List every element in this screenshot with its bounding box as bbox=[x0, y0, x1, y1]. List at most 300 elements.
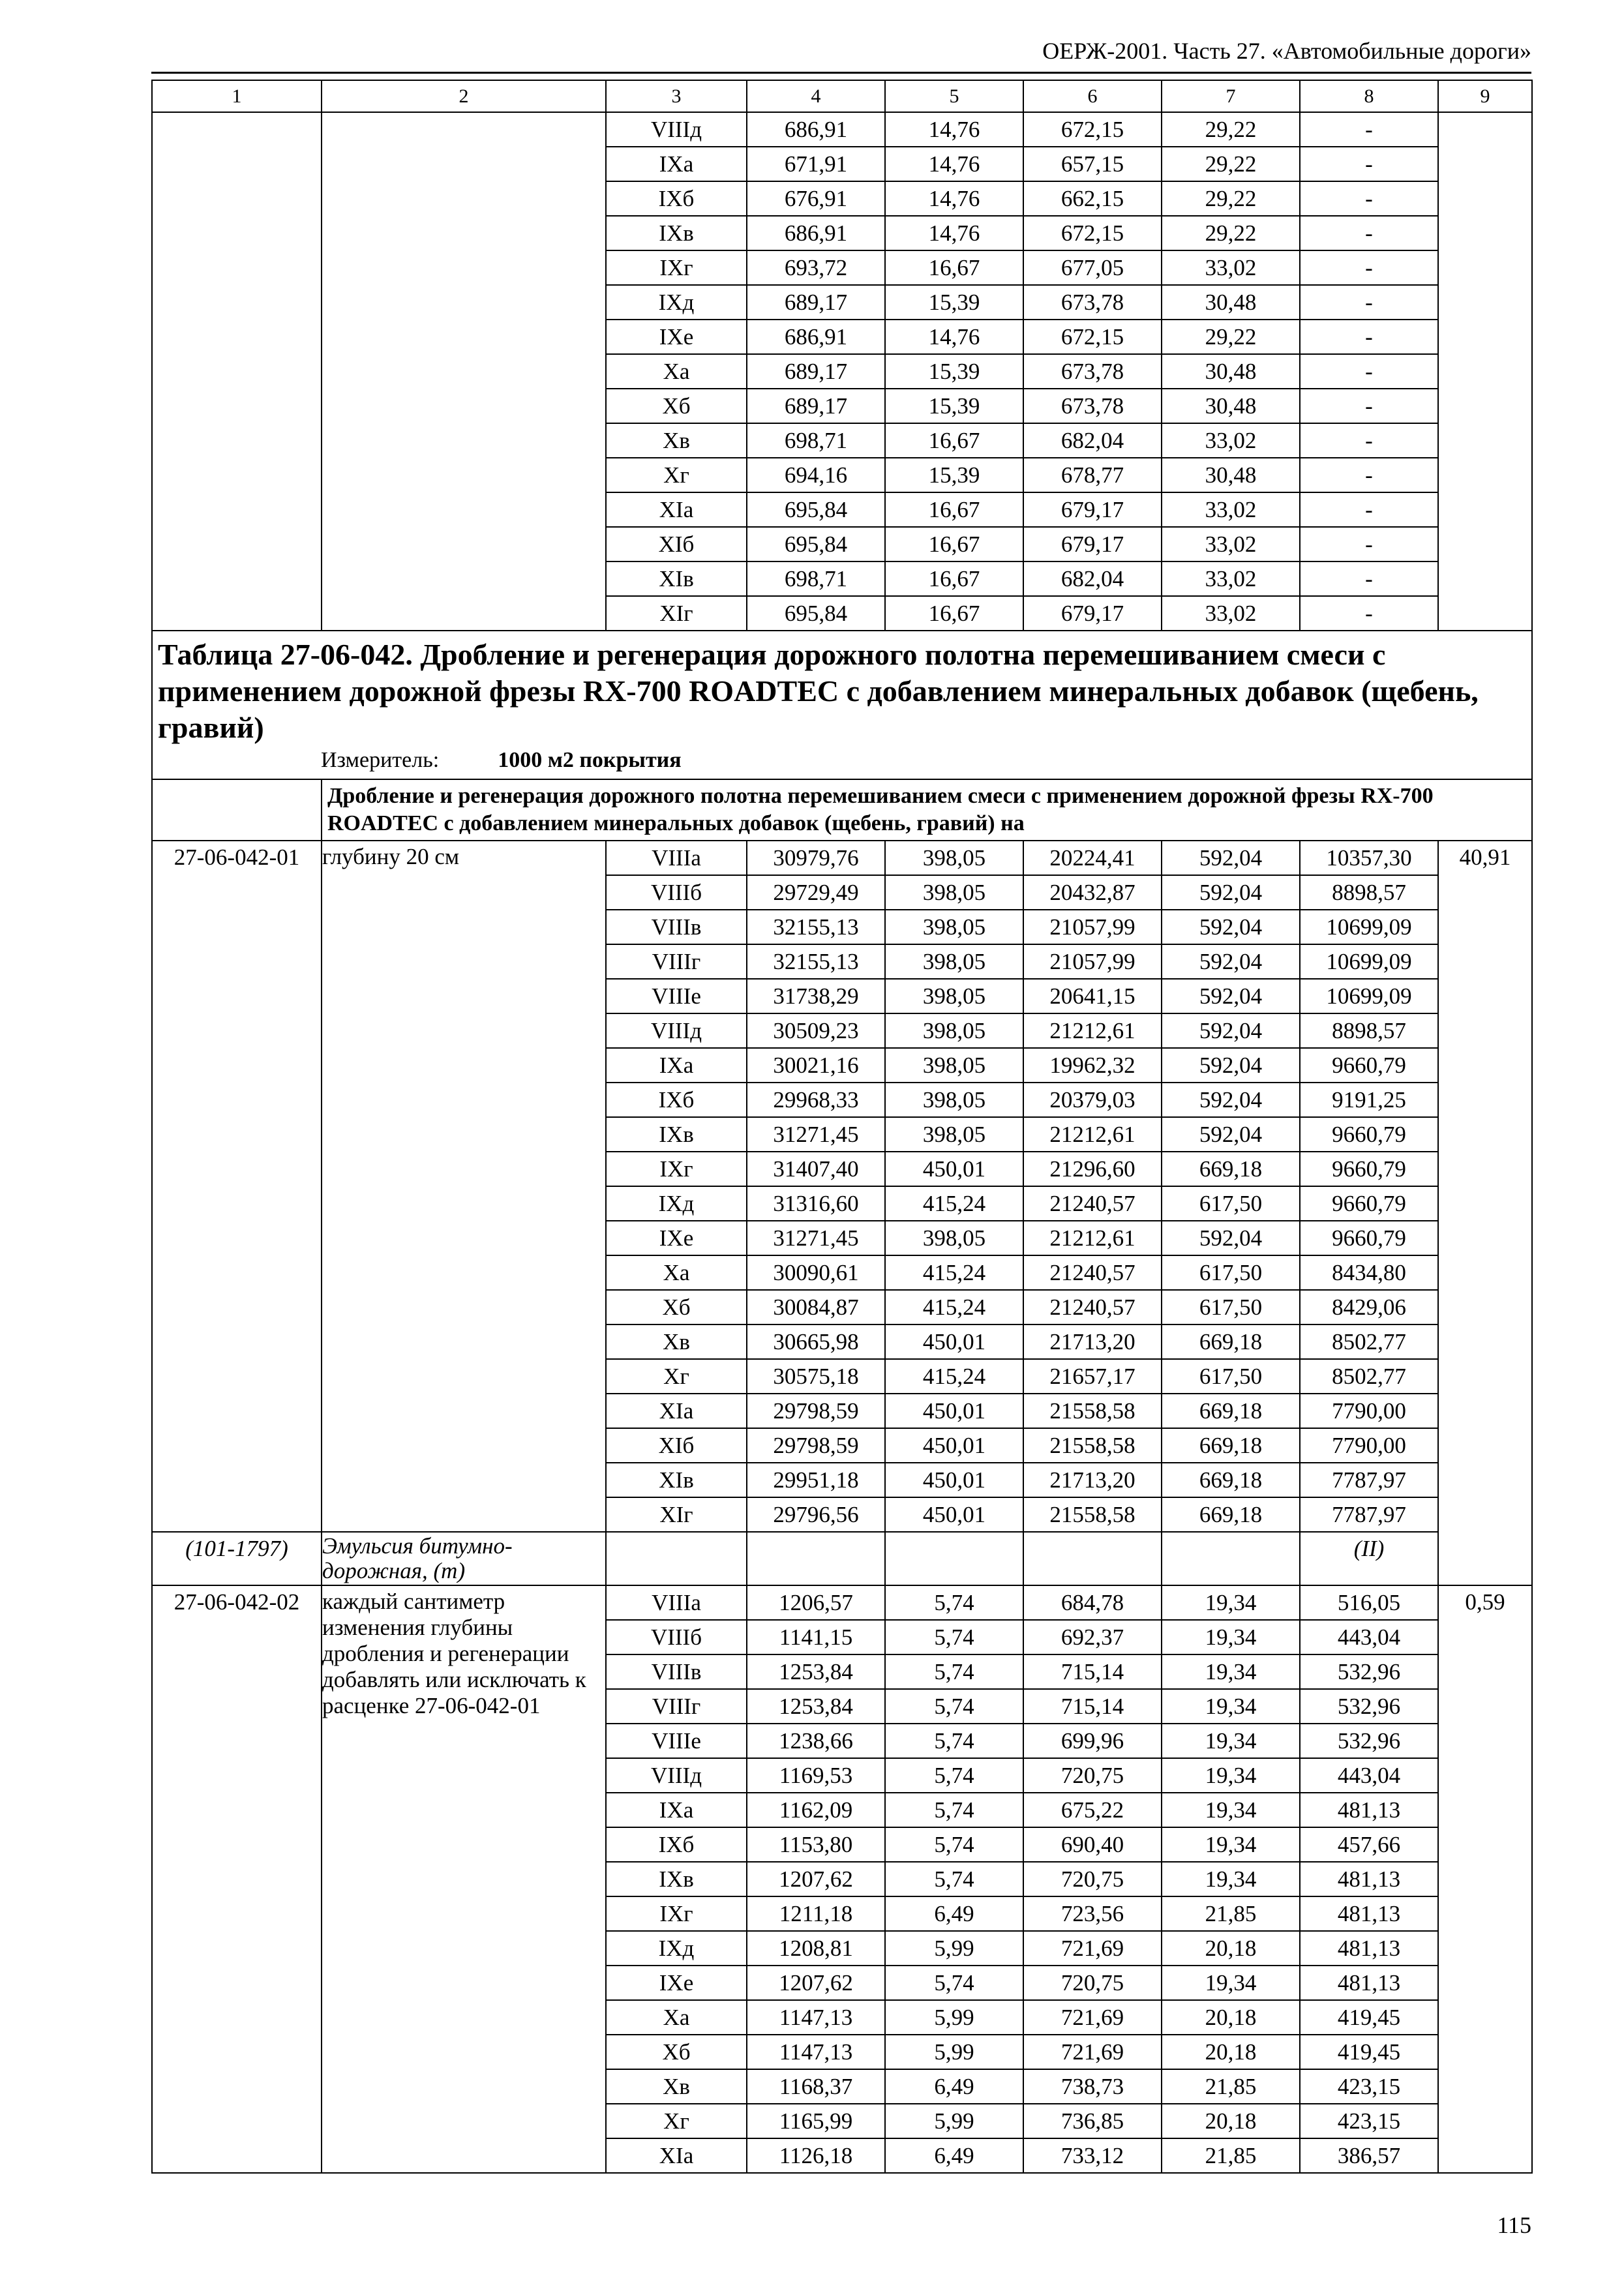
worker-wages-cell: 398,05 bbox=[885, 1013, 1023, 1048]
materials-cost-cell: 532,96 bbox=[1300, 1654, 1438, 1689]
region-cell: IXе bbox=[606, 1221, 747, 1255]
unit-line bbox=[158, 746, 1526, 775]
description-cell bbox=[322, 527, 606, 561]
machine-cost-cell: 738,73 bbox=[1023, 2069, 1162, 2104]
total-cost-cell: 1211,18 bbox=[747, 1896, 885, 1931]
region-cell: VIIIд bbox=[606, 1758, 747, 1793]
materials-cost-cell: 10699,09 bbox=[1300, 944, 1438, 979]
table-title: Таблица 27-06-042. Дробление и регенерация дорожного полотна перемешиванием смеси с применением дорожной фрезы RX-700 ROADTEC с добавлением минеральных добавок (щебень, гравий) bbox=[158, 638, 1479, 744]
total-cost-cell: 30021,16 bbox=[747, 1048, 885, 1083]
total-cost-cell: 1165,99 bbox=[747, 2104, 885, 2138]
total-cost-cell: 30084,87 bbox=[747, 1290, 885, 1324]
materials-cost-cell: 9660,79 bbox=[1300, 1048, 1438, 1083]
table-title-cell bbox=[152, 631, 1532, 779]
table-row bbox=[152, 561, 1532, 596]
materials-cost-cell: 10357,30 bbox=[1300, 841, 1438, 875]
materials-cost-cell: - bbox=[1300, 389, 1438, 423]
region-cell: IXд bbox=[606, 285, 747, 320]
total-cost-cell: 695,84 bbox=[747, 596, 885, 631]
machinist-wages-cell: 30,48 bbox=[1162, 285, 1300, 320]
total-cost-cell: 29798,59 bbox=[747, 1428, 885, 1463]
code-cell bbox=[152, 250, 322, 285]
header-divider bbox=[151, 72, 1531, 74]
machinist-wages-cell: 19,34 bbox=[1162, 1862, 1300, 1896]
region-cell: VIIIв bbox=[606, 910, 747, 944]
machine-cost-cell: 21558,58 bbox=[1023, 1394, 1162, 1428]
description-cell bbox=[322, 320, 606, 354]
total-cost-cell: 29798,59 bbox=[747, 1394, 885, 1428]
materials-cost-cell: - bbox=[1300, 250, 1438, 285]
labor-cell bbox=[1438, 147, 1532, 181]
machine-cost-cell: 733,12 bbox=[1023, 2138, 1162, 2173]
region-cell: Xб bbox=[606, 2035, 747, 2069]
machinist-wages-cell: 19,34 bbox=[1162, 1724, 1300, 1758]
table-row bbox=[152, 147, 1532, 181]
table-row bbox=[152, 527, 1532, 561]
total-cost-cell: 694,16 bbox=[747, 458, 885, 492]
machinist-wages-cell: 29,22 bbox=[1162, 320, 1300, 354]
region-cell: Xг bbox=[606, 1359, 747, 1394]
machine-cost-cell: 673,78 bbox=[1023, 285, 1162, 320]
total-cost-cell: 32155,13 bbox=[747, 944, 885, 979]
machinist-wages-cell: 33,02 bbox=[1162, 423, 1300, 458]
worker-wages-cell: 5,99 bbox=[885, 2035, 1023, 2069]
code-cell bbox=[152, 596, 322, 631]
machinist-wages-cell: 669,18 bbox=[1162, 1324, 1300, 1359]
table-row bbox=[152, 112, 1532, 147]
machinist-wages-cell: 30,48 bbox=[1162, 354, 1300, 389]
labor-cell bbox=[1438, 423, 1532, 458]
total-cost-cell: 30509,23 bbox=[747, 1013, 885, 1048]
total-cost-cell: 686,91 bbox=[747, 320, 885, 354]
materials-cost-cell: 8434,80 bbox=[1300, 1255, 1438, 1290]
machinist-wages-cell: 19,34 bbox=[1162, 1620, 1300, 1654]
item-description: каждый сантиметр изменения глубины дробления и регенерации добавлять или исключать к расценке 27-06-042-01 bbox=[322, 1589, 586, 1718]
region-cell: VIIIд bbox=[606, 112, 747, 147]
code-cell bbox=[152, 458, 322, 492]
worker-wages-cell: 14,76 bbox=[885, 216, 1023, 250]
labor-cell bbox=[1438, 320, 1532, 354]
materials-cost-cell: 9660,79 bbox=[1300, 1117, 1438, 1152]
machinist-wages-cell: 669,18 bbox=[1162, 1152, 1300, 1186]
machine-cost-cell: 720,75 bbox=[1023, 1862, 1162, 1896]
material-category: (II) bbox=[1300, 1532, 1438, 1585]
region-cell: XIа bbox=[606, 1394, 747, 1428]
machinist-wages-cell: 669,18 bbox=[1162, 1428, 1300, 1463]
region-cell: IXб bbox=[606, 181, 747, 216]
description-cell bbox=[322, 250, 606, 285]
worker-wages-cell: 6,49 bbox=[885, 1896, 1023, 1931]
total-cost-cell: 1153,80 bbox=[747, 1827, 885, 1862]
code-cell bbox=[152, 112, 322, 147]
item-code-cell bbox=[152, 841, 322, 1532]
materials-cost-cell: - bbox=[1300, 527, 1438, 561]
description-cell bbox=[322, 423, 606, 458]
column-number: 9 bbox=[1438, 80, 1532, 112]
worker-wages-cell: 5,74 bbox=[885, 1585, 1023, 1620]
item-code: 27-06-042-01 bbox=[173, 845, 300, 870]
worker-wages-cell: 16,67 bbox=[885, 250, 1023, 285]
machinist-wages-cell: 592,04 bbox=[1162, 944, 1300, 979]
machine-cost-cell: 21240,57 bbox=[1023, 1255, 1162, 1290]
materials-cost-cell: - bbox=[1300, 458, 1438, 492]
labor-cost-cell: 0,59 bbox=[1438, 1585, 1532, 2173]
materials-cost-cell: 457,66 bbox=[1300, 1827, 1438, 1862]
table-row bbox=[152, 423, 1532, 458]
materials-cost-cell: - bbox=[1300, 492, 1438, 527]
worker-wages-cell: 398,05 bbox=[885, 875, 1023, 910]
machinist-wages-cell: 33,02 bbox=[1162, 250, 1300, 285]
subheading-spacer bbox=[152, 779, 322, 841]
table-row bbox=[152, 841, 1532, 875]
total-cost-cell: 1169,53 bbox=[747, 1758, 885, 1793]
worker-wages-cell: 5,74 bbox=[885, 1827, 1023, 1862]
machinist-wages-cell: 30,48 bbox=[1162, 458, 1300, 492]
machine-cost-cell: 20224,41 bbox=[1023, 841, 1162, 875]
code-cell bbox=[152, 285, 322, 320]
worker-wages-cell: 5,99 bbox=[885, 2104, 1023, 2138]
labor-cell bbox=[1438, 389, 1532, 423]
materials-cost-cell: 8429,06 bbox=[1300, 1290, 1438, 1324]
labor-cell bbox=[1438, 285, 1532, 320]
total-cost-cell: 689,17 bbox=[747, 354, 885, 389]
total-cost-cell: 32155,13 bbox=[747, 910, 885, 944]
empty-cell bbox=[1162, 1532, 1300, 1585]
machine-cost-cell: 672,15 bbox=[1023, 112, 1162, 147]
worker-wages-cell: 15,39 bbox=[885, 285, 1023, 320]
materials-cost-cell: 516,05 bbox=[1300, 1585, 1438, 1620]
worker-wages-cell: 16,67 bbox=[885, 596, 1023, 631]
column-number: 8 bbox=[1300, 80, 1438, 112]
total-cost-cell: 29729,49 bbox=[747, 875, 885, 910]
empty-cell bbox=[1023, 1532, 1162, 1585]
labor-cell bbox=[1438, 250, 1532, 285]
materials-cost-cell: 7787,97 bbox=[1300, 1463, 1438, 1497]
machine-cost-cell: 682,04 bbox=[1023, 561, 1162, 596]
worker-wages-cell: 450,01 bbox=[885, 1324, 1023, 1359]
worker-wages-cell: 5,74 bbox=[885, 1620, 1023, 1654]
total-cost-cell: 1207,62 bbox=[747, 1966, 885, 2000]
labor-cell bbox=[1438, 181, 1532, 216]
empty-cell bbox=[606, 1532, 747, 1585]
labor-cost-cell: 40,91 bbox=[1438, 841, 1532, 1585]
column-number: 2 bbox=[322, 80, 606, 112]
empty-cell bbox=[885, 1532, 1023, 1585]
machinist-wages-cell: 617,50 bbox=[1162, 1255, 1300, 1290]
worker-wages-cell: 5,74 bbox=[885, 1724, 1023, 1758]
table-row bbox=[152, 250, 1532, 285]
machine-cost-cell: 675,22 bbox=[1023, 1793, 1162, 1827]
item-description: глубину 20 см bbox=[322, 844, 460, 869]
machinist-wages-cell: 669,18 bbox=[1162, 1497, 1300, 1532]
materials-cost-cell: 9660,79 bbox=[1300, 1221, 1438, 1255]
machine-cost-cell: 678,77 bbox=[1023, 458, 1162, 492]
description-cell bbox=[322, 285, 606, 320]
worker-wages-cell: 6,49 bbox=[885, 2069, 1023, 2104]
total-cost-cell: 29968,33 bbox=[747, 1083, 885, 1117]
total-cost-cell: 1147,13 bbox=[747, 2035, 885, 2069]
machine-cost-cell: 21713,20 bbox=[1023, 1463, 1162, 1497]
worker-wages-cell: 16,67 bbox=[885, 423, 1023, 458]
machinist-wages-cell: 33,02 bbox=[1162, 527, 1300, 561]
worker-wages-cell: 14,76 bbox=[885, 320, 1023, 354]
region-cell: Xб bbox=[606, 1290, 747, 1324]
labor-cell bbox=[1438, 458, 1532, 492]
worker-wages-cell: 14,76 bbox=[885, 181, 1023, 216]
table-row bbox=[152, 1585, 1532, 1620]
machinist-wages-cell: 21,85 bbox=[1162, 2069, 1300, 2104]
total-cost-cell: 31271,45 bbox=[747, 1221, 885, 1255]
total-cost-cell: 1207,62 bbox=[747, 1862, 885, 1896]
machinist-wages-cell: 19,34 bbox=[1162, 1758, 1300, 1793]
materials-cost-cell: 481,13 bbox=[1300, 1966, 1438, 2000]
machine-cost-cell: 21713,20 bbox=[1023, 1324, 1162, 1359]
column-number-row bbox=[152, 80, 1532, 112]
machine-cost-cell: 21240,57 bbox=[1023, 1186, 1162, 1221]
worker-wages-cell: 398,05 bbox=[885, 1221, 1023, 1255]
materials-cost-cell: 481,13 bbox=[1300, 1931, 1438, 1966]
material-note-row bbox=[152, 1532, 1532, 1585]
machinist-wages-cell: 20,18 bbox=[1162, 2000, 1300, 2035]
region-cell: Xа bbox=[606, 2000, 747, 2035]
region-cell: XIб bbox=[606, 1428, 747, 1463]
region-cell: IXв bbox=[606, 216, 747, 250]
table-row bbox=[152, 492, 1532, 527]
total-cost-cell: 31407,40 bbox=[747, 1152, 885, 1186]
machinist-wages-cell: 19,34 bbox=[1162, 1966, 1300, 2000]
machine-cost-cell: 672,15 bbox=[1023, 320, 1162, 354]
worker-wages-cell: 450,01 bbox=[885, 1394, 1023, 1428]
materials-cost-cell: 443,04 bbox=[1300, 1620, 1438, 1654]
region-cell: IXа bbox=[606, 147, 747, 181]
materials-cost-cell: 10699,09 bbox=[1300, 979, 1438, 1013]
column-number: 6 bbox=[1023, 80, 1162, 112]
machinist-wages-cell: 29,22 bbox=[1162, 112, 1300, 147]
worker-wages-cell: 14,76 bbox=[885, 147, 1023, 181]
region-cell: IXв bbox=[606, 1862, 747, 1896]
materials-cost-cell: 443,04 bbox=[1300, 1758, 1438, 1793]
worker-wages-cell: 415,24 bbox=[885, 1186, 1023, 1221]
total-cost-cell: 1238,66 bbox=[747, 1724, 885, 1758]
worker-wages-cell: 398,05 bbox=[885, 910, 1023, 944]
code-cell bbox=[152, 389, 322, 423]
worker-wages-cell: 14,76 bbox=[885, 112, 1023, 147]
machinist-wages-cell: 617,50 bbox=[1162, 1290, 1300, 1324]
machine-cost-cell: 720,75 bbox=[1023, 1758, 1162, 1793]
worker-wages-cell: 398,05 bbox=[885, 1048, 1023, 1083]
table-row bbox=[152, 389, 1532, 423]
machine-cost-cell: 682,04 bbox=[1023, 423, 1162, 458]
region-cell: XIа bbox=[606, 2138, 747, 2173]
machine-cost-cell: 721,69 bbox=[1023, 1931, 1162, 1966]
region-cell: IXг bbox=[606, 1152, 747, 1186]
region-cell: Xв bbox=[606, 2069, 747, 2104]
total-cost-cell: 1206,57 bbox=[747, 1585, 885, 1620]
region-cell: VIIIб bbox=[606, 1620, 747, 1654]
machine-cost-cell: 673,78 bbox=[1023, 354, 1162, 389]
machinist-wages-cell: 29,22 bbox=[1162, 181, 1300, 216]
machinist-wages-cell: 21,85 bbox=[1162, 2138, 1300, 2173]
total-cost-cell: 30979,76 bbox=[747, 841, 885, 875]
worker-wages-cell: 398,05 bbox=[885, 841, 1023, 875]
machinist-wages-cell: 33,02 bbox=[1162, 596, 1300, 631]
total-cost-cell: 698,71 bbox=[747, 423, 885, 458]
materials-cost-cell: 481,13 bbox=[1300, 1793, 1438, 1827]
machinist-wages-cell: 592,04 bbox=[1162, 1221, 1300, 1255]
machinist-wages-cell: 33,02 bbox=[1162, 492, 1300, 527]
worker-wages-cell: 415,24 bbox=[885, 1255, 1023, 1290]
worker-wages-cell: 15,39 bbox=[885, 354, 1023, 389]
code-cell bbox=[152, 320, 322, 354]
materials-cost-cell: 10699,09 bbox=[1300, 910, 1438, 944]
region-cell: Xг bbox=[606, 2104, 747, 2138]
machine-cost-cell: 679,17 bbox=[1023, 527, 1162, 561]
total-cost-cell: 671,91 bbox=[747, 147, 885, 181]
materials-cost-cell: 7790,00 bbox=[1300, 1428, 1438, 1463]
total-cost-cell: 1208,81 bbox=[747, 1931, 885, 1966]
machine-cost-cell: 21240,57 bbox=[1023, 1290, 1162, 1324]
region-cell: XIв bbox=[606, 1463, 747, 1497]
item-code-cell bbox=[152, 1585, 322, 2173]
total-cost-cell: 31271,45 bbox=[747, 1117, 885, 1152]
labor-cell bbox=[1438, 596, 1532, 631]
region-cell: VIIIг bbox=[606, 944, 747, 979]
total-cost-cell: 686,91 bbox=[747, 112, 885, 147]
region-cell: IXв bbox=[606, 1117, 747, 1152]
code-cell bbox=[152, 181, 322, 216]
region-cell: VIIIа bbox=[606, 841, 747, 875]
machinist-wages-cell: 29,22 bbox=[1162, 147, 1300, 181]
worker-wages-cell: 5,74 bbox=[885, 1689, 1023, 1724]
machinist-wages-cell: 592,04 bbox=[1162, 1117, 1300, 1152]
region-cell: VIIIе bbox=[606, 1724, 747, 1758]
machine-cost-cell: 657,15 bbox=[1023, 147, 1162, 181]
machinist-wages-cell: 592,04 bbox=[1162, 875, 1300, 910]
materials-cost-cell: 7787,97 bbox=[1300, 1497, 1438, 1532]
region-cell: XIа bbox=[606, 492, 747, 527]
materials-cost-cell: - bbox=[1300, 285, 1438, 320]
total-cost-cell: 30575,18 bbox=[747, 1359, 885, 1394]
column-number: 1 bbox=[152, 80, 322, 112]
column-number: 3 bbox=[606, 80, 747, 112]
total-cost-cell: 1126,18 bbox=[747, 2138, 885, 2173]
machine-cost-cell: 20641,15 bbox=[1023, 979, 1162, 1013]
total-cost-cell: 30090,61 bbox=[747, 1255, 885, 1290]
machinist-wages-cell: 33,02 bbox=[1162, 561, 1300, 596]
machine-cost-cell: 736,85 bbox=[1023, 2104, 1162, 2138]
machinist-wages-cell: 592,04 bbox=[1162, 841, 1300, 875]
region-cell: XIб bbox=[606, 527, 747, 561]
machinist-wages-cell: 19,34 bbox=[1162, 1689, 1300, 1724]
description-cell bbox=[322, 389, 606, 423]
materials-cost-cell: 481,13 bbox=[1300, 1862, 1438, 1896]
total-cost-cell: 676,91 bbox=[747, 181, 885, 216]
machinist-wages-cell: 592,04 bbox=[1162, 910, 1300, 944]
worker-wages-cell: 415,24 bbox=[885, 1290, 1023, 1324]
total-cost-cell: 698,71 bbox=[747, 561, 885, 596]
running-header: ОЕРЖ-2001. Часть 27. «Автомобильные дороги» bbox=[1042, 38, 1531, 64]
worker-wages-cell: 450,01 bbox=[885, 1497, 1023, 1532]
machine-cost-cell: 21558,58 bbox=[1023, 1497, 1162, 1532]
region-cell: XIв bbox=[606, 561, 747, 596]
worker-wages-cell: 15,39 bbox=[885, 458, 1023, 492]
worker-wages-cell: 5,74 bbox=[885, 1793, 1023, 1827]
machine-cost-cell: 720,75 bbox=[1023, 1966, 1162, 2000]
item-description-cell bbox=[322, 1585, 606, 2173]
machinist-wages-cell: 19,34 bbox=[1162, 1793, 1300, 1827]
labor-cell bbox=[1438, 527, 1532, 561]
description-cell bbox=[322, 492, 606, 527]
region-cell: VIIIе bbox=[606, 979, 747, 1013]
machine-cost-cell: 21057,99 bbox=[1023, 944, 1162, 979]
materials-cost-cell: - bbox=[1300, 216, 1438, 250]
materials-cost-cell: 419,45 bbox=[1300, 2000, 1438, 2035]
total-cost-cell: 695,84 bbox=[747, 492, 885, 527]
labor-cell bbox=[1438, 492, 1532, 527]
materials-cost-cell: - bbox=[1300, 596, 1438, 631]
worker-wages-cell: 5,74 bbox=[885, 1862, 1023, 1896]
materials-cost-cell: 8502,77 bbox=[1300, 1359, 1438, 1394]
machinist-wages-cell: 20,18 bbox=[1162, 2104, 1300, 2138]
description-cell bbox=[322, 112, 606, 147]
description-cell bbox=[322, 561, 606, 596]
region-cell: IXб bbox=[606, 1827, 747, 1862]
region-cell: IXг bbox=[606, 1896, 747, 1931]
machine-cost-cell: 679,17 bbox=[1023, 492, 1162, 527]
region-cell: Xв bbox=[606, 1324, 747, 1359]
machine-cost-cell: 673,78 bbox=[1023, 389, 1162, 423]
region-cell: IXа bbox=[606, 1793, 747, 1827]
total-cost-cell: 695,84 bbox=[747, 527, 885, 561]
labor-cell bbox=[1438, 112, 1532, 147]
empty-cell bbox=[747, 1532, 885, 1585]
materials-cost-cell: - bbox=[1300, 423, 1438, 458]
region-cell: VIIIд bbox=[606, 1013, 747, 1048]
machine-cost-cell: 721,69 bbox=[1023, 2000, 1162, 2035]
labor-cell bbox=[1438, 354, 1532, 389]
total-cost-cell: 29796,56 bbox=[747, 1497, 885, 1532]
materials-cost-cell: 8898,57 bbox=[1300, 1013, 1438, 1048]
total-cost-cell: 693,72 bbox=[747, 250, 885, 285]
table-row bbox=[152, 596, 1532, 631]
worker-wages-cell: 16,67 bbox=[885, 527, 1023, 561]
code-cell bbox=[152, 354, 322, 389]
materials-cost-cell: 423,15 bbox=[1300, 2069, 1438, 2104]
rates-table bbox=[151, 80, 1533, 2174]
code-cell bbox=[152, 423, 322, 458]
materials-cost-cell: 419,45 bbox=[1300, 2035, 1438, 2069]
machine-cost-cell: 699,96 bbox=[1023, 1724, 1162, 1758]
total-cost-cell: 31316,60 bbox=[747, 1186, 885, 1221]
subheading-row bbox=[152, 779, 1532, 841]
worker-wages-cell: 415,24 bbox=[885, 1359, 1023, 1394]
total-cost-cell: 29951,18 bbox=[747, 1463, 885, 1497]
materials-cost-cell: 532,96 bbox=[1300, 1724, 1438, 1758]
materials-cost-cell: 8502,77 bbox=[1300, 1324, 1438, 1359]
worker-wages-cell: 5,74 bbox=[885, 1654, 1023, 1689]
machine-cost-cell: 21558,58 bbox=[1023, 1428, 1162, 1463]
table-row bbox=[152, 354, 1532, 389]
machinist-wages-cell: 20,18 bbox=[1162, 1931, 1300, 1966]
code-cell bbox=[152, 527, 322, 561]
material-name: Эмульсия битумно-дорожная, (т) bbox=[322, 1532, 606, 1585]
labor-cell bbox=[1438, 216, 1532, 250]
materials-cost-cell: 386,57 bbox=[1300, 2138, 1438, 2173]
machine-cost-cell: 21657,17 bbox=[1023, 1359, 1162, 1394]
description-cell bbox=[322, 147, 606, 181]
machinist-wages-cell: 592,04 bbox=[1162, 1083, 1300, 1117]
region-cell: Xб bbox=[606, 389, 747, 423]
